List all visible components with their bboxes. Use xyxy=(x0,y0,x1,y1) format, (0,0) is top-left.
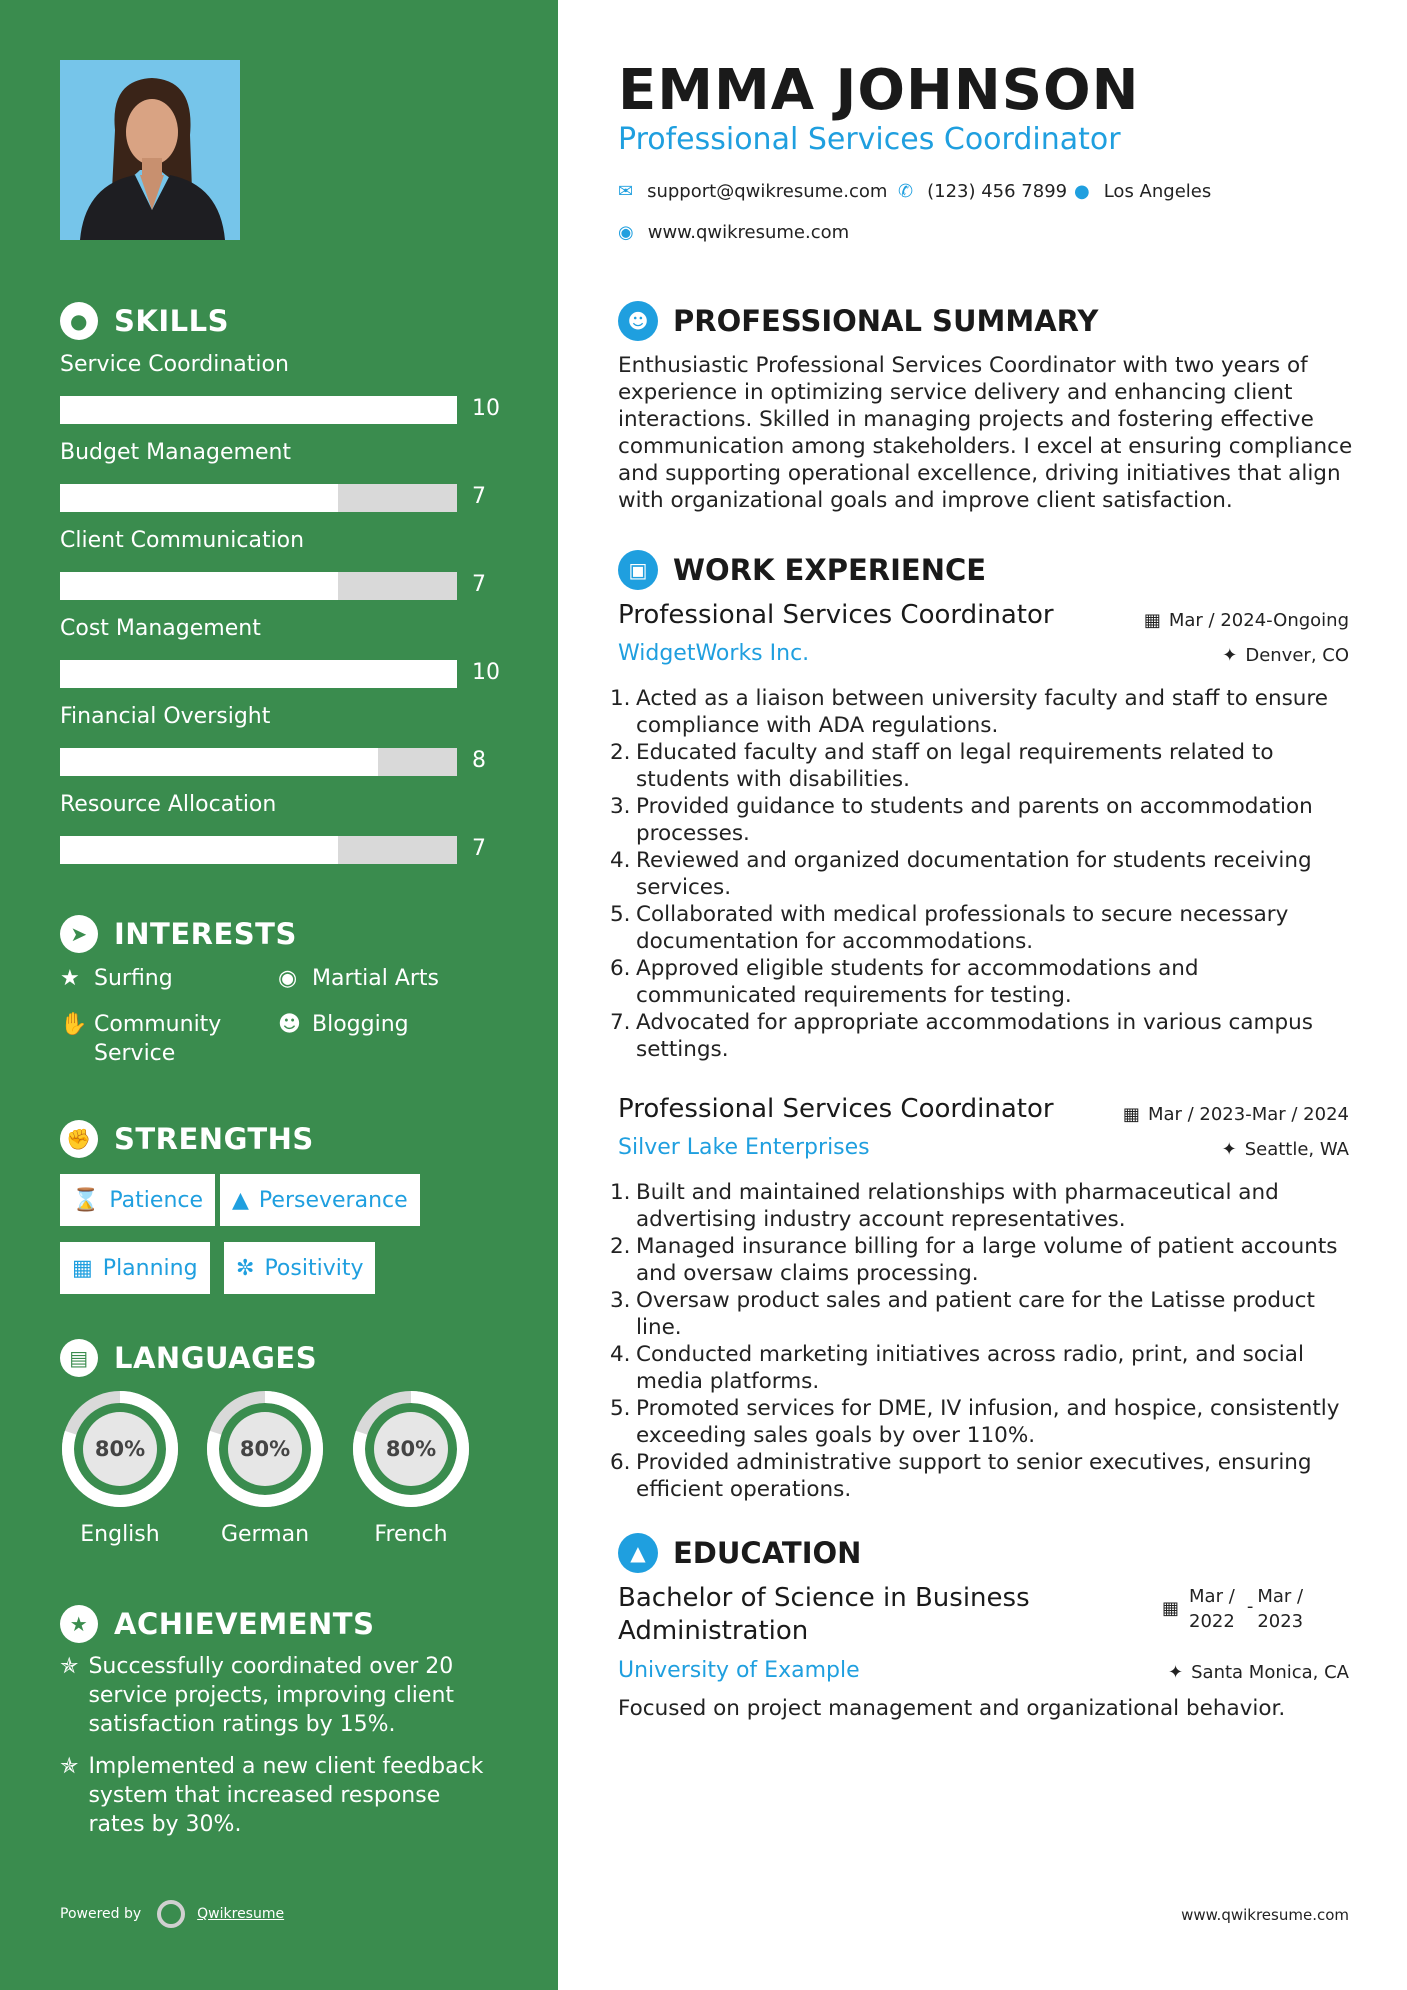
list-item-text: Oversaw product sales and patient care for the Latisse product line. xyxy=(636,1288,1315,1340)
education-date-start xyxy=(1189,1584,1235,1634)
calendar-icon: ▦ xyxy=(1122,1104,1140,1125)
language-name: German xyxy=(220,1522,310,1547)
email-text: support@qwikresume.com xyxy=(647,181,888,202)
skill-bar-fill xyxy=(60,836,338,864)
summary-heading xyxy=(618,301,1098,341)
language-percent: 80% xyxy=(239,1437,291,1461)
skill-item xyxy=(60,704,500,773)
list-item xyxy=(610,685,1362,739)
pin-icon: ✦ xyxy=(1222,645,1238,666)
hourglass-icon: ⌛ xyxy=(72,1187,100,1213)
list-item xyxy=(610,793,1362,847)
interest-label: Surfing xyxy=(94,966,173,991)
education-heading xyxy=(618,1533,861,1573)
education-heading-text: EDUCATION xyxy=(673,1536,862,1570)
list-number: 3. xyxy=(610,794,631,819)
job-date-text: Mar / 2024-Ongoing xyxy=(1168,610,1349,631)
user-icon: ☻ xyxy=(618,301,658,341)
skill-bar xyxy=(60,660,457,688)
fist-icon: ✊ xyxy=(60,1120,98,1158)
star-icon: ★ xyxy=(60,966,80,991)
skill-name: Resource Allocation xyxy=(60,792,277,817)
list-number: 4. xyxy=(610,1342,631,1367)
list-item-text: Advocated for appropriate accommodations in various campus settings. xyxy=(636,1010,1313,1062)
skill-name: Cost Management xyxy=(60,616,261,641)
strength-label: Patience xyxy=(109,1187,204,1213)
job-location-text: Denver, CO xyxy=(1245,645,1349,666)
list-number: 1. xyxy=(610,1180,631,1205)
shooting-star-icon: ✯ xyxy=(60,1654,79,1679)
globe-icon: ◉ xyxy=(618,222,634,243)
date-separator: - xyxy=(1246,1596,1254,1617)
strength-badge xyxy=(60,1242,210,1294)
interest-item xyxy=(60,1010,230,1068)
pin-icon: ✦ xyxy=(1221,1139,1237,1160)
powered-by-label: Powered by xyxy=(60,1906,142,1922)
globe-icon: ◉ xyxy=(278,966,298,991)
school-name: University of Example xyxy=(618,1658,860,1683)
skill-item xyxy=(60,792,500,861)
paper-plane-icon: ➤ xyxy=(60,915,98,953)
contact-website[interactable] xyxy=(618,222,849,243)
skill-name: Client Communication xyxy=(60,528,305,553)
skill-level: 7 xyxy=(472,484,486,509)
interest-label: Blogging xyxy=(312,1012,409,1037)
education-date xyxy=(1162,1584,1303,1634)
list-item xyxy=(610,847,1362,901)
list-item xyxy=(610,955,1362,1009)
interests-heading xyxy=(60,915,297,953)
skill-bar xyxy=(60,836,457,864)
skill-name: Financial Oversight xyxy=(60,704,271,729)
strengths-heading xyxy=(60,1120,314,1158)
job-title: Professional Services Coordinator xyxy=(618,600,1054,630)
list-item-text: Educated faculty and staff on legal requirements related to students with disabilities. xyxy=(636,740,1274,792)
strength-badge xyxy=(224,1242,375,1294)
list-item-text: Promoted services for DME, IV infusion, and hospice, consistently exceeding sales goals by over 110%. xyxy=(636,1396,1340,1448)
list-number: 5. xyxy=(610,1396,631,1421)
language-item xyxy=(350,1388,472,1547)
list-item-text: Built and maintained relationships with pharmaceutical and advertising industry account representatives. xyxy=(636,1180,1279,1232)
shooting-star-icon: ✯ xyxy=(60,1754,79,1779)
education-description: Focused on project management and organizational behavior. xyxy=(618,1696,1286,1721)
education-date-end xyxy=(1257,1584,1303,1634)
candidate-title: Professional Services Coordinator xyxy=(618,122,1121,157)
list-item xyxy=(610,739,1362,793)
school-location-text: Santa Monica, CA xyxy=(1191,1662,1349,1683)
interest-item xyxy=(278,1010,409,1039)
language-percent: 80% xyxy=(94,1437,146,1461)
language-item xyxy=(204,1388,326,1547)
strengths-heading-text: STRENGTHS xyxy=(114,1122,314,1156)
degree-title: Bachelor of Science in Business Administration xyxy=(618,1583,1030,1646)
skill-bar-fill xyxy=(60,748,378,776)
list-item xyxy=(610,1009,1362,1063)
list-number: 6. xyxy=(610,956,631,981)
company-name: Silver Lake Enterprises xyxy=(618,1135,870,1160)
list-item xyxy=(610,1287,1362,1341)
list-number: 4. xyxy=(610,848,631,873)
users-icon: ☻ xyxy=(278,1012,301,1037)
envelope-icon: ✉ xyxy=(618,181,634,202)
summary-heading-text: PROFESSIONAL SUMMARY xyxy=(673,304,1099,338)
skill-name: Budget Management xyxy=(60,440,292,465)
date-start-month: Mar / xyxy=(1189,1586,1235,1607)
date-end-year: 2023 xyxy=(1257,1611,1304,1632)
job-date xyxy=(1144,610,1349,631)
list-item xyxy=(610,1179,1362,1233)
strength-label: Positivity xyxy=(264,1255,364,1281)
skill-level: 10 xyxy=(472,660,500,685)
skill-level: 7 xyxy=(472,836,486,861)
phone-icon: ✆ xyxy=(898,181,914,202)
job-location xyxy=(1222,645,1349,666)
candidate-name: EMMA JOHNSON xyxy=(618,58,1140,123)
list-item-text: Collaborated with medical professionals to secure necessary documentation for accommodations. xyxy=(636,902,1289,954)
graduate-icon: ▲ xyxy=(618,1533,658,1573)
achievement-item xyxy=(60,1652,500,1739)
interest-label: Martial Arts xyxy=(312,966,440,991)
list-item-text: Conducted marketing initiatives across radio, print, and social media platforms. xyxy=(636,1342,1304,1394)
list-number: 3. xyxy=(610,1288,631,1313)
list-item-text: Approved eligible students for accommodations and communicated requirements for testing. xyxy=(636,956,1199,1008)
job-location-text: Seattle, WA xyxy=(1244,1139,1349,1160)
list-number: 2. xyxy=(610,740,631,765)
list-number: 7. xyxy=(610,1010,631,1035)
achievements-heading xyxy=(60,1605,374,1643)
spinner-icon: ✼ xyxy=(236,1255,255,1281)
strength-badge xyxy=(220,1174,420,1226)
skill-bar xyxy=(60,396,457,424)
language-name: French xyxy=(374,1522,448,1547)
skill-item xyxy=(60,528,500,597)
sidebar xyxy=(0,0,558,1990)
job-date-text: Mar / 2023-Mar / 2024 xyxy=(1147,1104,1349,1125)
summary-text: Enthusiastic Professional Services Coordinator with two years of experience in optimizing service delivery and enhancing client interactions. Skilled in managing projects and fostering effective communication among stakeholders. I excel at ensuring compliance and supporting operational excellence, driving initiatives that align with organizational goals and improve client satisfaction. xyxy=(618,353,1353,513)
star-badge-icon: ★ xyxy=(60,1605,98,1643)
language-icon: ▤ xyxy=(60,1339,98,1377)
company-name: WidgetWorks Inc. xyxy=(618,641,810,666)
skill-bar xyxy=(60,572,457,600)
profile-photo xyxy=(60,60,240,240)
skill-bar xyxy=(60,484,457,512)
achievements-heading-text: ACHIEVEMENTS xyxy=(114,1607,375,1641)
job-date xyxy=(1123,1104,1349,1125)
calendar-icon: ▦ xyxy=(1162,1598,1180,1619)
languages-heading xyxy=(60,1339,317,1377)
hand-icon: ✋ xyxy=(60,1012,88,1037)
list-item xyxy=(610,1233,1362,1287)
list-item xyxy=(610,901,1362,955)
job-location xyxy=(1222,1139,1349,1160)
languages-heading-text: LANGUAGES xyxy=(114,1341,318,1375)
pin-icon: ✦ xyxy=(1168,1662,1184,1683)
location-text: Los Angeles xyxy=(1103,181,1212,202)
interests-heading-text: INTERESTS xyxy=(114,917,297,951)
list-item-text: Reviewed and organized documentation for students receiving services. xyxy=(636,848,1312,900)
list-item-text: Acted as a liaison between university faculty and staff to ensure compliance with ADA regulations. xyxy=(636,686,1328,738)
calendar-icon: ▦ xyxy=(72,1255,93,1281)
school-location xyxy=(1168,1662,1349,1683)
qwikresume-logo-icon xyxy=(157,1900,185,1928)
skill-level: 8 xyxy=(472,748,486,773)
interest-item xyxy=(278,964,439,993)
interest-label: Community Service xyxy=(94,1012,222,1066)
skill-item xyxy=(60,440,500,509)
skill-bar xyxy=(60,748,457,776)
job-bullets xyxy=(610,1179,1362,1503)
list-item xyxy=(610,1449,1362,1503)
job-bullets xyxy=(610,685,1362,1063)
list-item-text: Provided guidance to students and parents on accommodation processes. xyxy=(636,794,1313,846)
powered-by xyxy=(60,1900,284,1928)
briefcase-icon: ▣ xyxy=(618,550,658,590)
qwikresume-link[interactable]: Qwikresume xyxy=(197,1906,285,1922)
list-number: 5. xyxy=(610,902,631,927)
language-percent: 80% xyxy=(385,1437,437,1461)
portrait-illustration xyxy=(60,60,240,240)
skill-item xyxy=(60,352,500,421)
achievement-text: Successfully coordinated over 20 service projects, improving client satisfaction ratings by 15%. xyxy=(88,1654,455,1737)
job-title: Professional Services Coordinator xyxy=(618,1094,1054,1124)
skill-bar-fill xyxy=(60,484,338,512)
date-start-year: 2022 xyxy=(1189,1611,1235,1632)
contact-location xyxy=(1074,181,1211,202)
list-number: 2. xyxy=(610,1234,631,1259)
contact-email[interactable] xyxy=(618,181,887,202)
contact-phone[interactable] xyxy=(898,181,1067,202)
strength-label: Perseverance xyxy=(258,1187,408,1213)
experience-heading xyxy=(618,550,986,590)
list-item xyxy=(610,1341,1362,1395)
website-text: www.qwikresume.com xyxy=(647,222,850,243)
skills-heading xyxy=(60,302,229,340)
list-number: 6. xyxy=(610,1450,631,1475)
skill-level: 7 xyxy=(472,572,486,597)
language-name: English xyxy=(80,1522,160,1547)
skill-bar-fill xyxy=(60,660,457,688)
footer-url[interactable]: www.qwikresume.com xyxy=(1181,1906,1349,1924)
phone-text: (123) 456 7899 xyxy=(927,181,1068,202)
interest-item xyxy=(60,964,173,993)
skill-item xyxy=(60,616,500,685)
skill-name: Service Coordination xyxy=(60,352,289,377)
skill-bar-fill xyxy=(60,396,457,424)
achievement-item xyxy=(60,1752,500,1839)
language-item xyxy=(59,1388,181,1547)
strength-badge xyxy=(60,1174,215,1226)
list-item-text: Managed insurance billing for a large volume of patient accounts and oversaw claims processing. xyxy=(636,1234,1338,1286)
strength-label: Planning xyxy=(102,1255,198,1281)
experience-heading-text: WORK EXPERIENCE xyxy=(673,553,987,587)
skills-heading-text: SKILLS xyxy=(114,304,229,338)
road-icon: ▲ xyxy=(232,1187,249,1213)
achievement-text: Implemented a new client feedback system that increased response rates by 30%. xyxy=(88,1754,484,1837)
date-end-month: Mar / xyxy=(1257,1586,1304,1607)
skill-bar-fill xyxy=(60,572,338,600)
map-pin-icon: ● xyxy=(1074,181,1090,202)
list-item xyxy=(610,1395,1362,1449)
list-number: 1. xyxy=(610,686,631,711)
calendar-icon: ▦ xyxy=(1143,610,1161,631)
skill-level: 10 xyxy=(472,396,500,421)
list-item-text: Provided administrative support to senior executives, ensuring efficient operations. xyxy=(636,1450,1312,1502)
lightbulb-icon: ● xyxy=(60,302,98,340)
